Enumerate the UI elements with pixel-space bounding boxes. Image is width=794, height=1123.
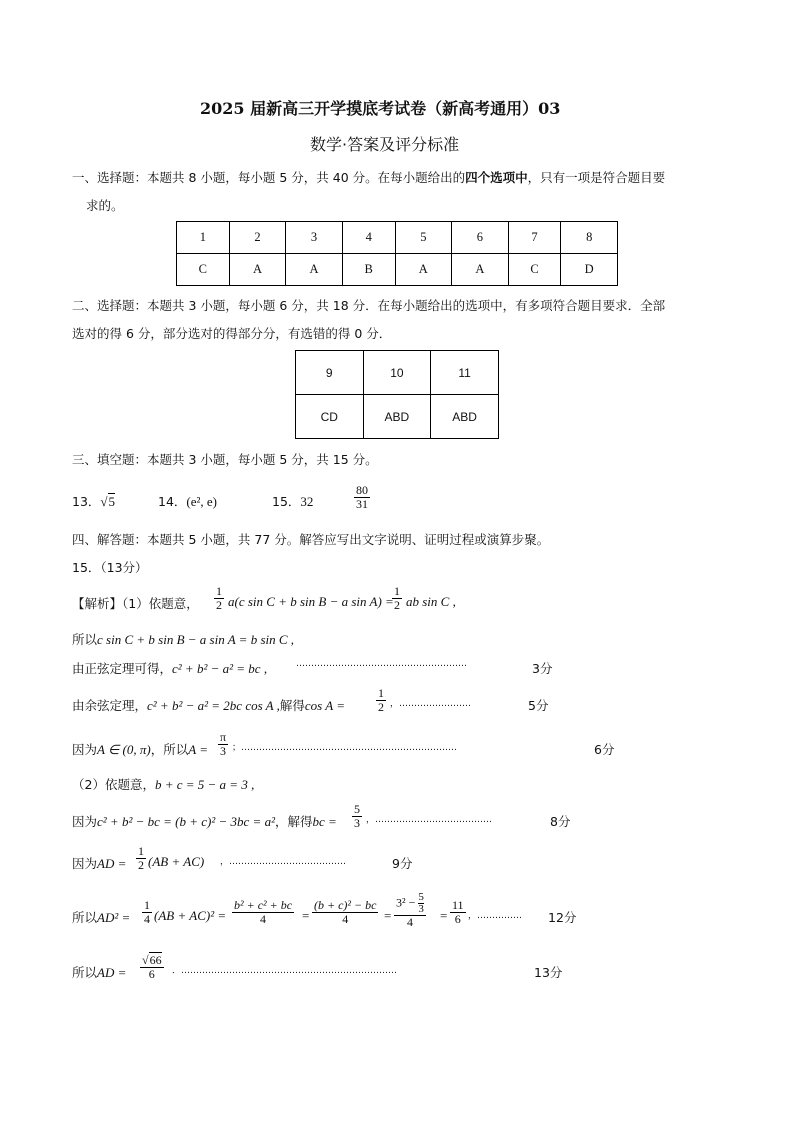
fraction-pi-third: $\frac{\pi}{3}$	[220, 730, 227, 758]
step-9-expression: (AB + AC)² =	[154, 908, 227, 923]
answer-cell: ABD	[431, 395, 499, 439]
step-9-dots: ，……………	[468, 911, 523, 921]
equals-sign: =	[302, 908, 310, 923]
question-number: 10	[363, 351, 431, 395]
answer-cell: ABD	[363, 395, 431, 439]
step-7-dots: ，…………………………………	[366, 815, 493, 825]
answer-cell: A	[395, 254, 452, 286]
question-number: 3	[286, 222, 343, 254]
step-5-dots: ；………………………………………………………………	[232, 743, 458, 753]
step-9-score: 12分	[548, 910, 577, 925]
solution-step-6: （2）依题意，b + c = 5 − a = 3 ,	[72, 777, 255, 792]
fraction-half: $\frac{1}{2}$	[216, 584, 222, 612]
question-number: 7	[508, 222, 561, 254]
answer-cell: CD	[296, 395, 364, 439]
solution-step-10: 所以AD =	[72, 965, 127, 980]
equals-sign: =	[440, 908, 448, 923]
solution-step-2: 所以c sin C + b sin B − a sin A = b sin C ,	[72, 632, 295, 647]
question-15-label: 15．（13分）	[72, 560, 148, 575]
page-title: 2025 届新高三开学摸底考试卷（新高考通用）03	[200, 99, 561, 118]
solution-step-3: 由正弦定理可得，c² + b² − a² = bc ,	[72, 661, 268, 676]
answer-15: 15．32	[272, 494, 314, 509]
fraction-step-9b: $\frac{\text{(b + c)² − bc}}{4}$	[314, 898, 377, 926]
answer-cell: C	[508, 254, 561, 286]
section-2-heading-cont: 选对的得 6 分，部分选对的得部分分，有选错的得 0 分．	[72, 326, 392, 341]
solution-step-8: 因为AD =	[72, 856, 127, 871]
step-3-dots: …………………………………………………	[296, 659, 467, 669]
question-number: 2	[229, 222, 286, 254]
sqrt-symbol: √	[100, 494, 108, 509]
step-7-score: 8分	[550, 814, 571, 829]
fraction-eleven-sixths: $\frac{11}{6}$	[452, 898, 464, 926]
step-8-dots: ，…………………………………	[220, 857, 347, 867]
solution-step-7: 因为c² + b² − bc = (b + c)² − 3bc = a²，解得bc =	[72, 814, 337, 829]
section-4-heading: 四、解答题：本题共 5 小题，共 77 分。解答应写出文字说明、证明过程或演算步聚。	[72, 532, 550, 547]
answer-14: 14．(e², e)	[158, 494, 218, 509]
fraction-quarter: $\frac{1}{4}$	[144, 898, 150, 926]
fraction-sqrt66-over-6: $\frac{√66}{6}$	[142, 953, 162, 981]
answer-cell: A	[452, 254, 509, 286]
section-1-heading: 一、选择题：本题共 8 小题，每小题 5 分，共 40 分。在每小题给出的四个选项中，只有一项是符合题目要	[72, 170, 666, 185]
step-1-expression: a(c sin C + b sin B − a sin A) =	[228, 594, 394, 609]
fraction-step-9a: $\frac{\text{b² + c² + bc}}{4}$	[234, 898, 293, 926]
solution-step-4: 由余弦定理，c² + b² − a² = 2bc cos A ,解得cos A =	[72, 698, 345, 713]
answer-cell: C	[177, 254, 230, 286]
fraction-step-9c: 3² − $\frac{5}{3}$ 4	[396, 891, 424, 929]
solution-step-5: 因为A ∈ (0, π)，所以A =	[72, 742, 208, 757]
section-2-answer-table	[295, 350, 499, 439]
answer-15-fraction: $\frac{80}{31}$	[356, 483, 368, 511]
section-1-heading-cont: 求的。	[86, 198, 124, 213]
step-5-score: 6分	[594, 742, 615, 757]
answer-cell: A	[229, 254, 286, 286]
answer-cell: D	[561, 254, 618, 286]
step-8-expression: (AB + AC)	[148, 854, 205, 869]
step-8-score: 9分	[392, 856, 413, 871]
fraction-half: $\frac{1}{2}$	[138, 844, 144, 872]
section-2-heading: 二、选择题：本题共 3 小题，每小题 6 分，共 18 分．在每小题给出的选项中，有多项符合题目要求．全部	[72, 298, 666, 313]
question-number: 4	[342, 222, 395, 254]
step-10-dots: ．………………………………………………………………	[172, 966, 398, 976]
section-1-answer-table	[176, 221, 618, 286]
answer-13: 13．√5	[72, 494, 116, 509]
question-number: 6	[452, 222, 509, 254]
question-number: 5	[395, 222, 452, 254]
step-4-score: 5分	[528, 698, 549, 713]
answer-cell: B	[342, 254, 395, 286]
solution-step-1: 【解析】（1）依题意，	[72, 596, 199, 611]
step-10-score: 13分	[534, 965, 563, 980]
equals-sign: =	[384, 908, 392, 923]
question-number: 9	[296, 351, 364, 395]
step-1-expression-rhs: ab sin C ,	[406, 594, 456, 609]
question-number: 8	[561, 222, 618, 254]
section-3-heading: 三、填空题：本题共 3 小题，每小题 5 分，共 15 分。	[72, 452, 378, 467]
page-subtitle: 数学·答案及评分标准	[310, 135, 460, 154]
fraction-half: $\frac{1}{2}$	[378, 686, 384, 714]
question-number: 11	[431, 351, 499, 395]
step-3-score: 3分	[532, 661, 553, 676]
question-number: 1	[177, 222, 230, 254]
solution-step-9: 所以AD² =	[72, 910, 131, 925]
fraction-five-thirds: $\frac{5}{3}$	[354, 802, 360, 830]
fraction-half: $\frac{1}{2}$	[394, 584, 400, 612]
answer-cell: A	[286, 254, 343, 286]
step-4-dots: ，……………………	[390, 699, 472, 709]
